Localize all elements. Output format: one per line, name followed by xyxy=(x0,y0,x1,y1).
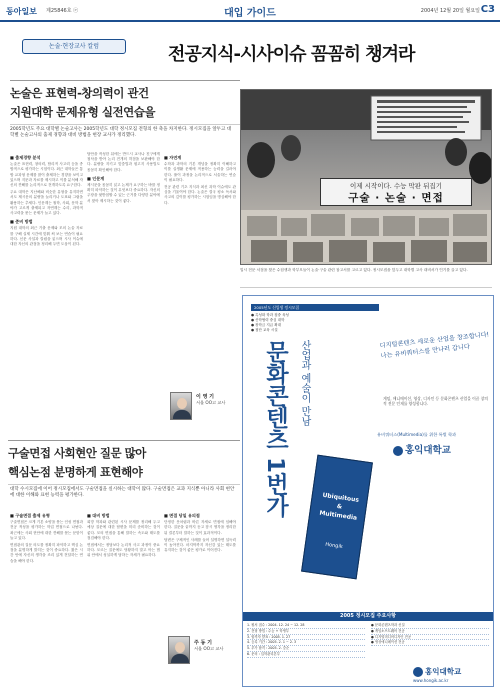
author-affiliation: 서울 OO고 교사 xyxy=(196,400,226,405)
divider xyxy=(10,124,240,125)
ad-vertical-title: 문화콘텐츠 1번가 xyxy=(262,340,288,517)
ad-schedule-right xyxy=(371,623,489,646)
schedule-item: ● 게임소프트웨어 전공 xyxy=(371,629,489,635)
page-header xyxy=(0,0,500,22)
ad-feature: ● 장학금 지급 확대 xyxy=(251,323,282,327)
section-heading: ■ 자연계 xyxy=(164,155,182,160)
section-title: 대입 가이드 xyxy=(224,8,276,19)
schedule-item: ● 문화콘텐츠학과 신설 xyxy=(371,623,489,629)
section-heading: ■ 인문계 xyxy=(87,175,105,181)
photo-caption: 입시 전문 서점을 찾은 수험생과 학부모들이 논술·구술 관련 참고서를 고르고 있다. 정시모집을 앞두고 대학별 고사 대비서가 인기를 끌고 있다. xyxy=(240,268,468,272)
page-number: C3 xyxy=(480,4,495,15)
schedule-item: 2. 전형 방법 : 수능 + 학생부 xyxy=(247,629,365,635)
book-line-2: & xyxy=(336,502,343,511)
schedule-item: 1. 원서 접수 : 2004. 12. 24 ~ 12. 28 xyxy=(247,623,365,629)
ad-website[interactable]: www.hongik.ac.kr xyxy=(413,678,449,683)
newspaper-logo: 동아일보 xyxy=(6,7,37,16)
ad-university-logo xyxy=(393,442,451,456)
body-paragraph: 전공 관련 기초 지식과 최신 과학 이슈에도 관심을 기울여야 한다. 논술은 결국 평소 독서와 사고의 깊이를 평가하는 시험임을 명심해야 한다. xyxy=(164,185,236,205)
schedule-item: 5. 추가 합격 : 2005. 2. 중순 xyxy=(247,646,365,652)
divider xyxy=(8,440,240,441)
headline-line-2: 핵심논점 분명하게 표현해야 xyxy=(8,465,143,479)
article2-intro: 대학 수시모집에 이어 정시모집에서도 구술면접을 실시하는 대학이 많다. 구술면접은 교과 지식뿐 아니라 사회 현안에 대한 이해와 표현 능력을 평가한다. xyxy=(10,487,235,499)
subheadline-line-2: 지원대학 문제유형 실전연습을 xyxy=(10,105,155,119)
section-heading: ■ 준비 방법 xyxy=(10,219,33,225)
author-photo xyxy=(168,636,190,664)
body-column-1 xyxy=(10,152,83,432)
body-paragraph: 단정한 옷차림과 바른 자세로 면접에 임해야 한다. 질문을 끝까지 듣고 잠시 생각을 정리한 뒤 결론부터 말하는 것이 효과적이다. xyxy=(164,520,236,535)
body-paragraph: 수학과 과학의 기본 개념을 정확히 이해하고 이를 실생활 문제에 적용하는 능력을 길러야 한다. 풀이 과정을 논리적으로 서술하는 연습이 필요하다. xyxy=(164,162,236,182)
body-column-2 xyxy=(87,152,160,432)
author-name: 주 동 기 xyxy=(194,640,212,646)
ad-book-illustration xyxy=(301,455,373,580)
author-name: 이 영 기 xyxy=(196,394,214,400)
ad-footer-logo-text: 홍익대학교 xyxy=(425,667,462,676)
issue-number: 제25846호 ⓔ xyxy=(46,8,79,14)
schedule-item: 3. 합격자 발표 : 2005. 1. 27 xyxy=(247,635,365,641)
publication-date: 2004년 12월 20일 월요일 xyxy=(420,8,480,14)
ad-logo-text: 홍익대학교 xyxy=(405,445,451,456)
divider xyxy=(8,484,240,485)
ad-slogan: 유비쿼터스(Multimedia)를 위한 특별 학과 xyxy=(377,432,457,437)
body-paragraph: 희망 학과와 관련된 시사 문제를 정리해 두고 예상 질문에 대한 답변을 미리 준비하는 것이 좋다. 모의 면접을 통해 말하는 속도와 태도를 점검해야 한다. xyxy=(87,520,160,540)
author-affiliation: 서울 OO고 교사 xyxy=(194,646,224,651)
sign-line-1: 이제 시작이다. 수능 막판 뒤집기 xyxy=(350,182,442,190)
article2-column-1 xyxy=(10,510,83,687)
divider xyxy=(240,287,492,288)
body-paragraph: 답변은 구체적인 사례를 들어 설명하면 설득력이 높아진다. 마지막까지 자신감 있는 태도를 유지하는 것이 좋은 평가로 이어진다. xyxy=(164,537,236,553)
section-heading: ■ 면접 당일 유의점 xyxy=(164,513,200,518)
body-paragraph: 지원 대학의 최근 기출 문제와 모의 논술 자료를 구해 실제 시간에 맞춰 써 보는 연습이 필요하다. 신문 사설과 칼럼을 읽으며 시사 이슈에 대한 자신의 관점을 정리해 두면 도움이 된다. xyxy=(10,226,83,247)
body-column-3 xyxy=(164,152,236,432)
body-paragraph: 주요 대학은 지난해와 비슷한 유형을 유지하면서도 제시문의 분량을 늘리거나 도표와 그림을 활용하는 추세다. 인문계는 철학, 사회, 문학 분야가 고르게 출제되고 자연계는 수리, 과학적 사고력을 묻는 문제가 늘고 있다. xyxy=(10,190,83,216)
body-paragraph: 면접관의 질문 의도를 정확히 파악하고 핵심 논점을 분명하게 밝히는 것이 중요하다. 짧은 시간 안에 자신의 생각을 조리 있게 전달하는 연습을 해야 한다. xyxy=(10,543,83,563)
bookstore-sign xyxy=(320,178,472,206)
ad-blurb: 게임, 애니메이션, 영상, 디자인 등 문화콘텐츠 산업을 이끌 창의적 전문 인재를 양성합니다. xyxy=(383,396,488,407)
book-line-3: Multimedia xyxy=(318,509,358,522)
schedule-item: 6. 문의 : 입학관리본부 xyxy=(247,652,365,658)
author-photo xyxy=(170,392,192,420)
subheadline-line-1: 논술은 표현력-창의력이 관건 xyxy=(10,86,149,100)
book-line-4: Hongik xyxy=(324,541,344,551)
body-paragraph: 제시문을 꼼꼼히 읽고 논제가 요구하는 바를 정확히 파악하는 것이 무엇보다 중요하다. 자신의 주장을 뒷받침할 수 있는 근거를 다양한 분야에서 찾아 제시하는 것이 좋다. xyxy=(87,183,160,203)
ad-footer-logo xyxy=(413,666,461,677)
section-heading: ■ 대비 방법 xyxy=(87,513,110,518)
ad-feature: ● 산학협력 중심 대학 xyxy=(251,318,285,322)
book-title xyxy=(314,490,365,523)
column-tag: 논술·현장교사 칼럼 xyxy=(22,39,126,54)
section-heading: ■ 구술면접 출제 유형 xyxy=(10,513,50,518)
sign-line-2: 구술 · 논술 · 면접 xyxy=(348,192,444,204)
body-paragraph: 논술은 표현력, 창의력, 합리적 사고력 등을 종합적으로 평가하는 시험이다. 최근 대학들은 통합 교과형 문제를 많이 출제하는 경향을 보이고 있으며 지문과 자료를 제시하고 이를 분석해 자신의 견해를 논리적으로 전개하도록 요구한다. xyxy=(10,162,83,188)
divider xyxy=(10,80,240,81)
ad-feature: ● 특성화 학과 집중 육성 xyxy=(251,313,289,317)
article-intro: 2005학년도 주요 대학별 논술고사는 2005학년도 대학 정시모집 전형의 한 축을 차지한다. 정시모집을 앞두고 대학별 논술고사의 출제 경향과 대비 방법을 현장 교사가 정리했다. xyxy=(10,127,232,139)
body-paragraph: 답안을 작성한 뒤에는 반드시 교사나 친구에게 첨삭을 받아 논리 전개의 허점을 보완해야 한다. 분량을 지키고 맞춤법과 원고지 사용법도 꼼꼼히 확인해야 한다. xyxy=(87,152,160,172)
book-line-1: Ubiquitous xyxy=(322,491,360,504)
article2-headline xyxy=(8,444,240,482)
ad-handwritten-message: 디지털콘텐츠 새로운 산업을 창조합니다! 나는 유비쿼터스를 만나러 갑니다 xyxy=(379,331,490,360)
ad-feature-list xyxy=(251,313,381,333)
author-credit xyxy=(196,394,225,406)
ad-schedule-left xyxy=(247,623,365,658)
ad-schedule-header: 2005 정시모집 주요사항 xyxy=(243,612,493,621)
article2-column-3 xyxy=(164,510,236,628)
schedule-item: ● 디지털미디어디자인 전공 xyxy=(371,635,489,641)
schedule-item: 4. 등록 기간 : 2005. 2. 1 ~ 2. 3 xyxy=(247,640,365,646)
ad-vertical-subtitle: 산업과 예술이 만남 xyxy=(299,340,310,427)
ad-top-bar: 2005년도 신입생 정시모집 xyxy=(251,304,379,311)
bookstore-photo xyxy=(240,89,492,265)
schedule-item: ● 영상애니메이션 전공 xyxy=(371,640,489,646)
body-paragraph: 면접에서는 정답보다 논리적 사고 과정이 중요하다. 모르는 질문에도 당황하지 말고 아는 범위 안에서 성실하게 답하는 자세가 필요하다. xyxy=(87,543,160,558)
ad-feature: ● 첨단 교육 시설 xyxy=(251,328,278,332)
headline: 전공지식-시사이슈 꼼꼼히 챙겨라 xyxy=(168,44,415,65)
author-credit xyxy=(194,640,223,652)
subheadline xyxy=(10,84,242,122)
section-heading: ■ 출제경향 분석 xyxy=(10,155,41,160)
body-paragraph: 구술면접은 크게 기본 소양을 묻는 인성 면접과 전공 적성을 평가하는 학업 면접으로 나뉜다. 최근에는 사회 현안에 대한 견해를 묻는 문항이 늘고 있다. xyxy=(10,520,83,540)
headline-line-1: 구술면접 사회현안 질문 많아 xyxy=(8,446,146,460)
university-seal-icon xyxy=(393,446,403,456)
university-seal-icon xyxy=(413,667,423,677)
article2-column-2 xyxy=(87,510,160,687)
university-advertisement xyxy=(242,295,494,687)
